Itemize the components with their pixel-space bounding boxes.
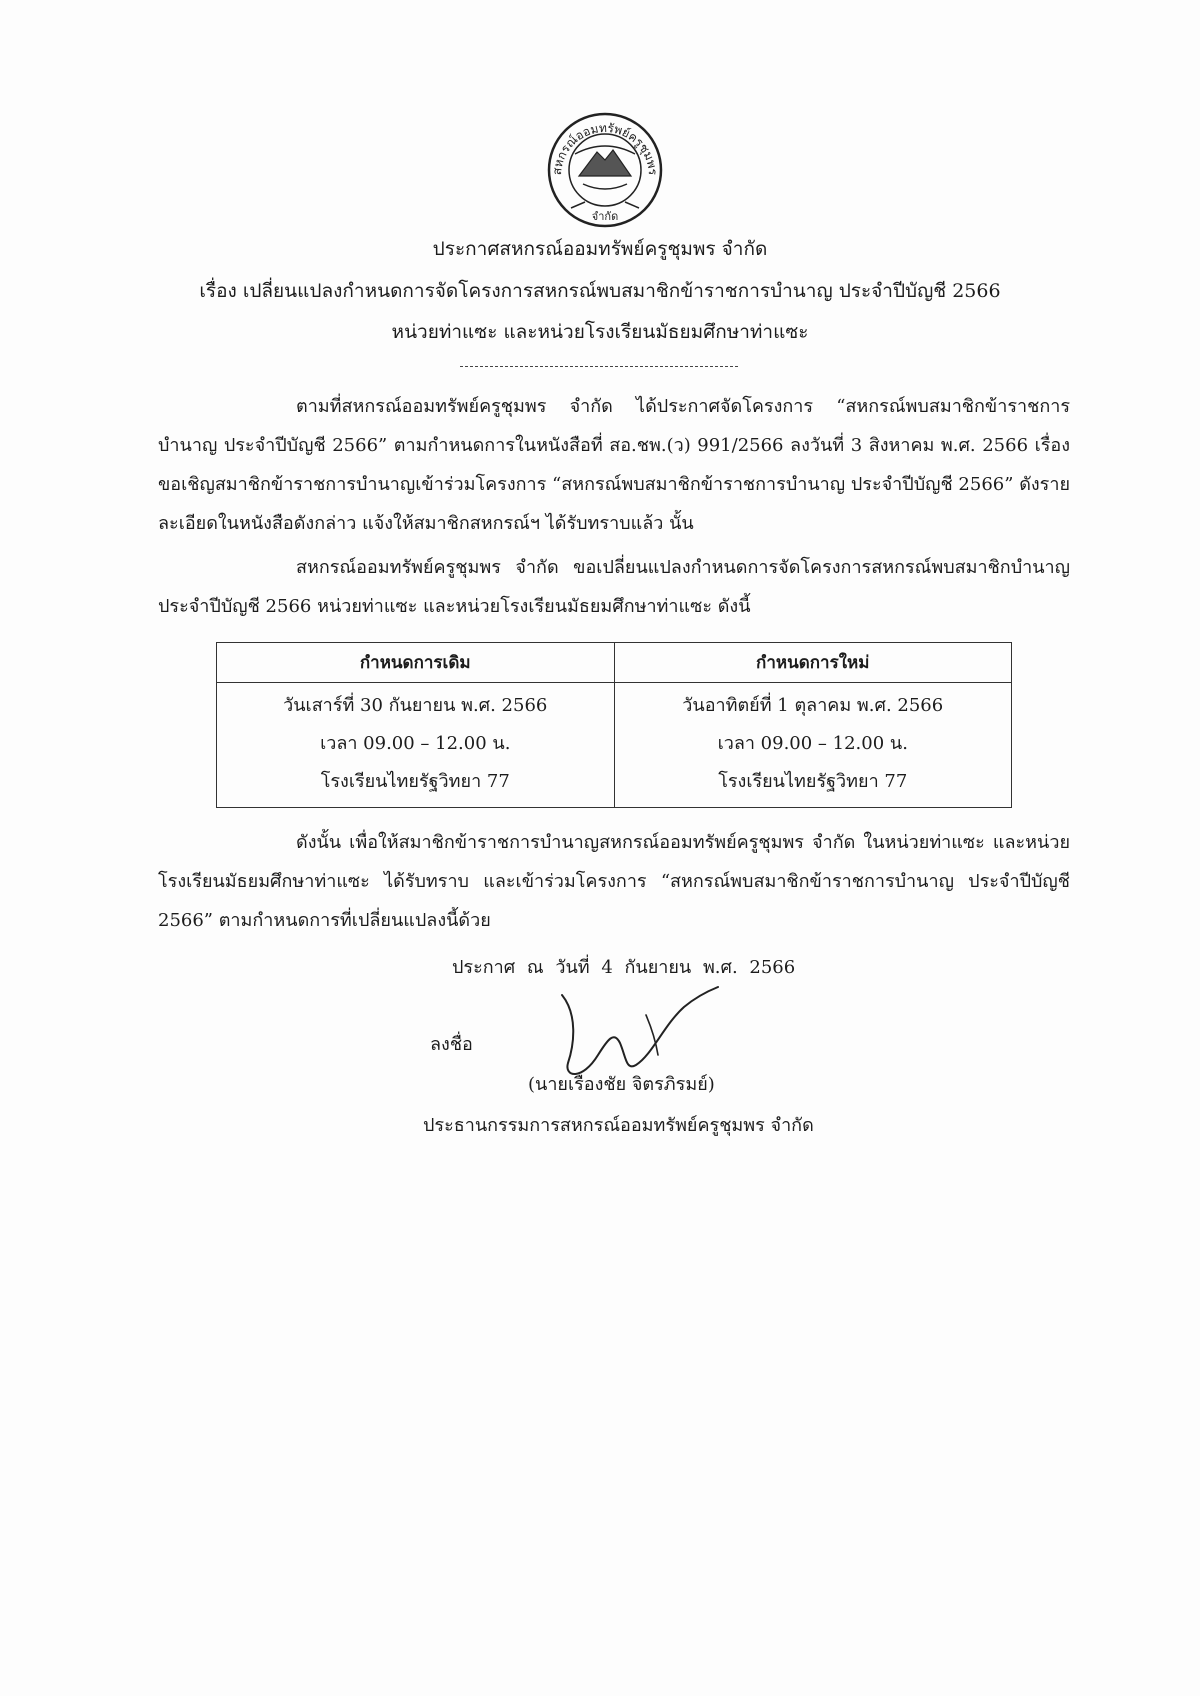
old-time: เวลา 09.00 – 12.00 น. <box>320 733 511 754</box>
old-schedule-cell <box>217 683 615 808</box>
signer-position: ประธานกรรมการสหกรณ์ออมทรัพย์ครูชุมพร จำกัด <box>423 1115 814 1136</box>
announcement-title: ประกาศสหกรณ์ออมทรัพย์ครูชุมพร จำกัด <box>432 238 768 260</box>
body-paragraph-1: ตามที่สหกรณ์ออมทรัพย์ครูชุมพร จำกัด ได้ประกาศจัดโครงการ “สหกรณ์พบสมาชิกข้าราชการบำนาญ ประจำปีบัญชี 2566” ตามกำหนดการในหนังสือที่ สอ.ชพ.(ว) 991/2566 ลงวันที่ 3 สิงหาคม พ.ศ. 2566 เรื่อง ขอเชิญสมาชิกข้าราชการบำนาญเข้าร่วมโครงการ “สหกรณ์พบสมาชิกข้าราชการบำนาญ ประจำปีบัญชี 2566” ดังรายละเอียดในหนังสือดังกล่าว แจ้งให้สมาชิกสหกรณ์ฯ ได้รับทราบแล้ว นั้น <box>158 396 1070 534</box>
new-venue: โรงเรียนไทยรัฐวิทยา 77 <box>718 771 908 792</box>
schedule-row <box>217 683 1012 808</box>
old-date: วันเสาร์ที่ 30 กันยายน พ.ศ. 2566 <box>283 695 548 716</box>
new-schedule-cell <box>614 683 1012 808</box>
new-schedule-header: กำหนดการใหม่ <box>614 643 1012 683</box>
old-venue: โรงเรียนไทยรัฐวิทยา 77 <box>320 771 510 792</box>
body-paragraph-2: สหกรณ์ออมทรัพย์ครูชุมพร จำกัด ขอเปลี่ยนแปลงกำหนดการจัดโครงการสหกรณ์พบสมาชิกบำนาญ ประจำปีบัญชี 2566 หน่วยท่าแซะ และหน่วยโรงเรียนมัธยมศึกษาท่าแซะ ดังนี้ <box>158 557 1070 617</box>
schedule-table <box>216 642 1012 808</box>
announcement-subject: เรื่อง เปลี่ยนแปลงกำหนดการจัดโครงการสหกรณ์พบสมาชิกข้าราชการบำนาญ ประจำปีบัญชี 2566 <box>199 280 1001 302</box>
announcement-date: ประกาศ ณ วันที่ 4 กันยายน พ.ศ. 2566 <box>452 957 796 978</box>
announcement-units: หน่วยท่าแซะ และหน่วยโรงเรียนมัธยมศึกษาท่าแซะ <box>391 321 809 343</box>
new-date: วันอาทิตย์ที่ 1 ตุลาคม พ.ศ. 2566 <box>682 695 944 716</box>
signature-label: ลงชื่อ <box>430 1034 473 1055</box>
body-paragraph-3: ดังนั้น เพื่อให้สมาชิกข้าราชการบำนาญสหกรณ์ออมทรัพย์ครูชุมพร จำกัด ในหน่วยท่าแซะ และหน่วยโรงเรียนมัธยมศึกษาท่าแซะ ได้รับทราบ และเข้าร่วมโครงการ “สหกรณ์พบสมาชิกข้าราชการบำนาญ ประจำปีบัญชี 2566” ตามกำหนดการที่เปลี่ยนแปลงนี้ด้วย <box>158 832 1070 931</box>
header-divider <box>460 366 738 367</box>
new-time: เวลา 09.00 – 12.00 น. <box>717 733 908 754</box>
signer-name: (นายเรืองชัย จิตรภิรมย์) <box>528 1074 715 1095</box>
svg-text:สหกรณ์ออมทรัพย์ครูชุมพร: สหกรณ์ออมทรัพย์ครูชุมพร <box>549 120 661 176</box>
old-schedule-header: กำหนดการเดิม <box>217 643 615 683</box>
cooperative-seal-logo <box>545 110 665 230</box>
handwritten-signature <box>560 985 740 1085</box>
schedule-header-row <box>217 643 1012 683</box>
svg-text:จำกัด: จำกัด <box>591 210 619 223</box>
